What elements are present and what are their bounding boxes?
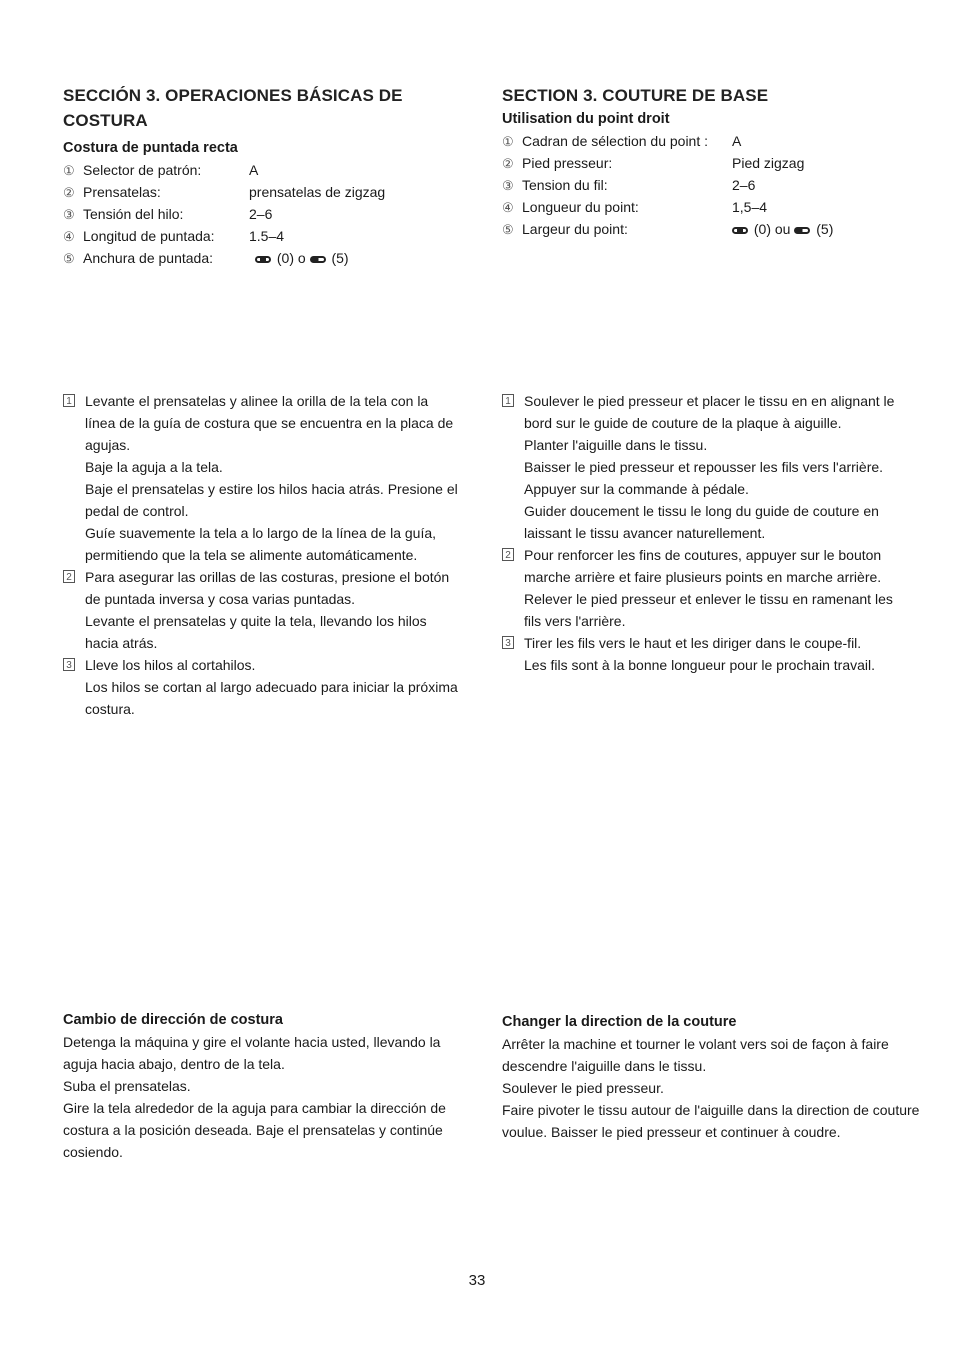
setting-row: ⑤ Anchura de puntada: (0) o (5): [63, 247, 483, 269]
direction-section-es: [63, 1009, 481, 1163]
section-title-es-line2: COSTURA: [63, 111, 148, 130]
direction-title-fr: Changer la direction de la couture: [502, 1014, 737, 1030]
settings-list-es: [63, 159, 483, 269]
setting-label: Longueur du point:: [522, 199, 639, 215]
step-3-fr: 3 Tirer les fils vers le haut et les diriger dans le coupe-fil. Les fils sont à la bonne longueur pour le prochain travail.: [502, 632, 922, 676]
setting-row: ② Prensatelas: prensatelas de zigzag: [63, 181, 483, 203]
direction-section-fr: [502, 1011, 920, 1143]
direction-text-es: Detenga la máquina y gire el volante hacia usted, llevando la aguja hacia abajo, dentro de la tela. Suba el prensatelas. Gire la tela alrededor de la aguja para cambiar la dirección de costura a la posición deseada. Baje el prensatelas y continúe cosiendo.: [63, 1034, 446, 1160]
setting-label: Tensión del hilo:: [83, 206, 184, 222]
step-1-fr: 1 Soulever le pied presseur et placer le tissu en en alignant le bord sur le guide de couture de la plaque à aiguille. Planter l'aiguille dans le tissu. Baisser le pied presseur et repousser les fils vers l'arrière. Appuyer sur la commande à pédale. Guider doucement le tissu le long du guide de couture en laissant le tissu avancer naturellement.: [502, 390, 922, 544]
setting-row: ① Selector de patrón: A: [63, 159, 483, 181]
step-2-es: 2 Para asegurar las orillas de las costuras, presione el botón de puntada inversa y cosa varias puntadas. Levante el prensatelas y quite la tela, llevando los hilos hacia atrás.: [63, 566, 483, 654]
step-number-box: 1: [63, 394, 75, 407]
setting-label: Largeur du point:: [522, 221, 628, 237]
setting-row: ④ Longueur du point: 1,5–4: [502, 196, 922, 218]
section-title-es: SECCIÓN 3. OPERACIONES BÁSICAS DE: [63, 86, 403, 105]
setting-label: Pied presseur:: [522, 155, 613, 171]
setting-value: (0) ou (5): [732, 218, 833, 240]
setting-label: Prensatelas:: [83, 184, 161, 200]
setting-row: ③ Tension du fil: 2–6: [502, 174, 922, 196]
setting-row: ③ Tensión del hilo: 2–6: [63, 203, 483, 225]
step-3-es: 3 Lleve los hilos al cortahilos. Los hilos se cortan al largo adecuado para iniciar la próxima costura.: [63, 654, 483, 720]
wide-stitch-icon: [255, 256, 271, 263]
setting-label: Selector de patrón:: [83, 162, 202, 178]
step-number-box: 2: [63, 570, 75, 583]
page-number: 33: [468, 1272, 486, 1289]
setting-label: Cadran de sélection du point :: [522, 133, 709, 149]
setting-value: prensatelas de zigzag: [249, 184, 386, 200]
narrow-stitch-icon: [310, 256, 326, 263]
direction-title-es: Cambio de dirección de costura: [63, 1012, 283, 1028]
direction-text-fr: Arrêter la machine et tourner le volant vers soi de façon à faire descendre l'aiguille dans le tissu. Soulever le pied presseur. Faire pivoter le tissu autour de l'aiguille dans la direction de couture voulue. Baisser le pied presseur et continuer à coudre.: [502, 1036, 920, 1140]
steps-fr: [502, 390, 922, 676]
subtitle-es: Costura de puntada recta: [63, 140, 238, 156]
setting-label: Tension du fil:: [522, 177, 608, 193]
setting-label: Anchura de puntada:: [83, 250, 213, 266]
step-number-box: 1: [502, 394, 514, 407]
step-number-box: 3: [502, 636, 514, 649]
subtitle-fr: Utilisation du point droit: [502, 111, 670, 127]
step-1-es: 1 Levante el prensatelas y alinee la orilla de la tela con la línea de la guía de costura que se encuentra en la placa de agujas. Baje la aguja a la tela. Baje el prensatelas y estire los hilos hacia atrás. Presione el pedal de control. Guíe suavemente la tela a lo largo de la línea de la guía, permitiendo que la tela se alimente automáticamente.: [63, 390, 483, 566]
step-number-box: 2: [502, 548, 514, 561]
setting-value: A: [249, 162, 259, 178]
setting-row: ① Cadran de sélection du point : A: [502, 130, 922, 152]
setting-value: (0) o (5): [255, 247, 349, 269]
setting-label: Longitud de puntada:: [83, 228, 215, 244]
setting-row: ⑤ Largeur du point: (0) ou (5): [502, 218, 922, 240]
narrow-stitch-icon: [794, 227, 810, 234]
spanish-header: [63, 83, 483, 269]
settings-list-fr: [502, 130, 922, 240]
setting-row: ② Pied presseur: Pied zigzag: [502, 152, 922, 174]
section-title-fr: SECTION 3. COUTURE DE BASE: [502, 86, 769, 105]
wide-stitch-icon: [732, 227, 748, 234]
steps-es: [63, 390, 483, 720]
setting-value: Pied zigzag: [732, 155, 805, 171]
step-2-fr: 2 Pour renforcer les fins de coutures, appuyer sur le bouton marche arrière et faire plusieurs points en marche arrière. Relever le pied presseur et enlever le tissu en ramenant les fils vers l'arrière.: [502, 544, 922, 632]
setting-value: 1,5–4: [732, 199, 768, 215]
setting-value: 2–6: [732, 177, 756, 193]
setting-value: 2–6: [249, 206, 273, 222]
step-number-box: 3: [63, 658, 75, 671]
setting-value: 1.5–4: [249, 228, 285, 244]
setting-row: ④ Longitud de puntada: 1.5–4: [63, 225, 483, 247]
setting-value: A: [732, 133, 742, 149]
french-header: [502, 83, 922, 240]
